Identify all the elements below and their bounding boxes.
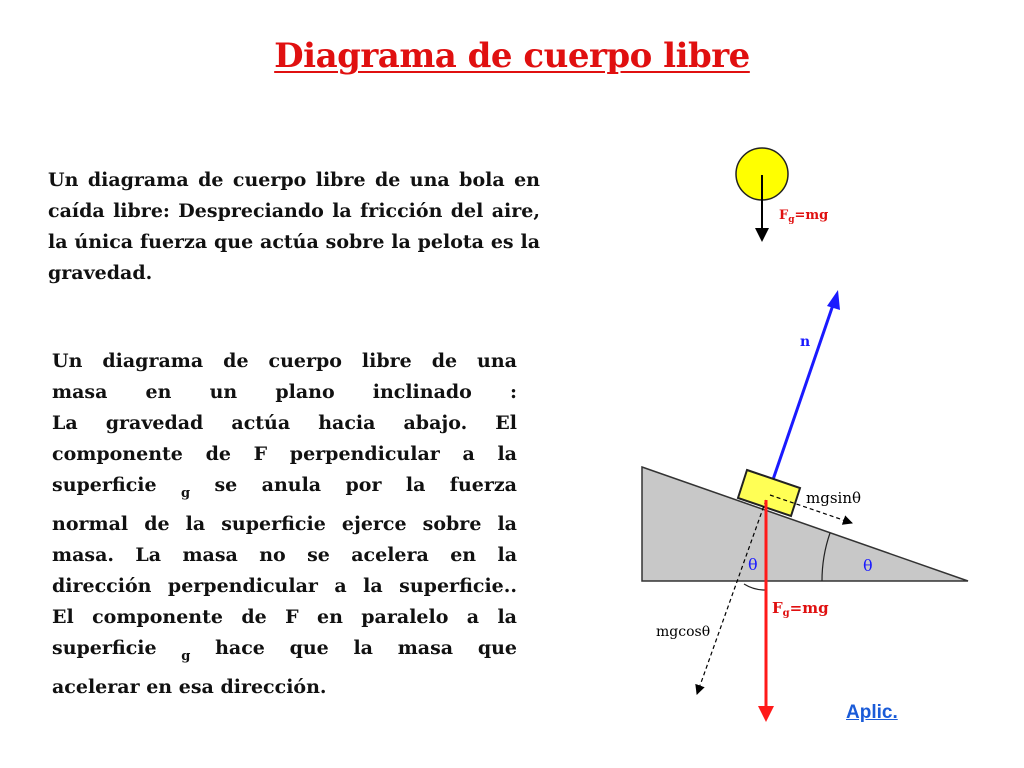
- incline-text-line-11: acelerar en esa dirección.: [52, 676, 327, 698]
- incline-text-line-2: masa en un plano inclinado :: [52, 381, 517, 403]
- incline-plane: [642, 467, 968, 581]
- incline-text-line-10: superficie $_g$ hace que la masa que: [52, 637, 518, 664]
- normal-force-label: n: [800, 334, 811, 350]
- incline-text-line-5: superficie $_g$ se anula por la fuerza: [52, 474, 517, 501]
- normal-force-arrowhead: [827, 290, 840, 310]
- incline-text-line-9: El componente de F en paralelo a la: [52, 606, 517, 628]
- perpendicular-component-label: mgcosθ: [656, 624, 711, 640]
- ball-gravity-arrowhead: [755, 228, 769, 242]
- incline-text-line-3: La gravedad actúa hacia abajo. El: [52, 412, 517, 434]
- incline-text-line-4: componente de F perpendicular a la: [52, 443, 517, 465]
- subscript-g: g: [181, 649, 191, 664]
- falling-ball-diagram: [736, 148, 828, 242]
- gravity-arrowhead: [758, 706, 774, 722]
- incline-text-line-1: Un diagrama de cuerpo libre de una: [52, 350, 517, 372]
- gravity-force-label: $F_g=mg$: [772, 599, 829, 619]
- incline-text-line-8: dirección perpendicular a la superficie..: [52, 575, 517, 597]
- incline-diagram: [642, 290, 968, 722]
- page-title: Diagrama de cuerpo libre: [274, 36, 750, 76]
- angle-label-left: θ: [748, 555, 758, 574]
- parallel-component-label: mgsinθ: [806, 489, 862, 507]
- subscript-g: g: [180, 486, 191, 501]
- incline-text-line-7: masa. La masa no se acelera en la: [52, 544, 517, 566]
- gravity-angle-arc: [744, 584, 766, 590]
- aplic-link[interactable]: Aplic.: [846, 702, 898, 723]
- ball-description: Un diagrama de cuerpo libre de una bola en caída libre: Despreciando la fricción del aire, la única fuerza que actúa sobre la pelota es la gravedad.: [48, 169, 540, 284]
- incline-text-line-6: normal de la superficie ejerce sobre la: [52, 513, 517, 535]
- normal-force-arrow-shaft: [766, 302, 834, 500]
- angle-label-right: θ: [863, 556, 873, 575]
- ball-force-label: $F_g=mg$: [779, 208, 829, 225]
